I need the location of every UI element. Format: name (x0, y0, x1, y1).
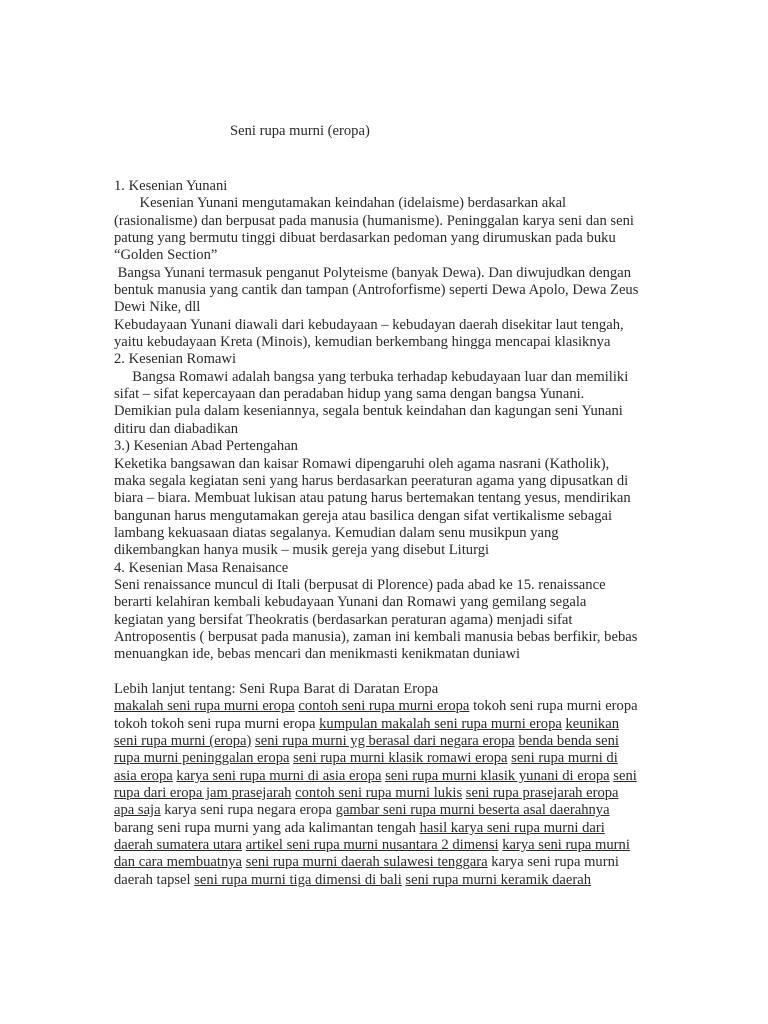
paragraph-line: berarti kelahiran kembali kebudayaan Yunani dan Romawi yang gemilang segala (114, 594, 587, 611)
paragraph-line: Keketika bangsawan dan kaisar Romawi dipengaruhi oleh agama nasrani (Katholik), (114, 455, 610, 472)
link-line (114, 837, 764, 854)
link-line (114, 768, 764, 785)
link-line (114, 872, 764, 889)
link-line (114, 716, 764, 733)
paragraph-line: lambang kekuasaan diatas segalanya. Kemudian dalam senu musikpun yang (114, 524, 559, 541)
related-link[interactable]: gambar seni rupa murni beserta asal daerahnya (335, 802, 610, 819)
paragraph-line: sifat – sifat kepercayaan dan peradaban hidup yang sama dengan bangsa Yunani. (114, 386, 585, 403)
paragraph-line: Bangsa Yunani termasuk penganut Polyteisme (banyak Dewa). Dan diwujudkan dengan (114, 264, 632, 281)
related-link[interactable]: artikel seni rupa murni nusantara 2 dimensi (245, 837, 499, 854)
related-link[interactable]: contoh seni rupa murni eropa (298, 698, 470, 715)
related-link[interactable]: seni rupa murni klasik yunani di eropa (385, 767, 610, 784)
related-link[interactable]: daerah sumatera utara (114, 837, 243, 854)
paragraph-line: kegiatan yang bersifat Theokratis (berdasarkan peraturan agama) menjadi sifat (114, 611, 573, 628)
related-link[interactable]: rupa dari eropa jam prasejarah (114, 785, 292, 802)
related-link[interactable]: contoh seni rupa murni lukis (295, 785, 463, 802)
related-links (114, 698, 764, 889)
related-link[interactable]: rupa murni peninggalan eropa (114, 750, 290, 767)
link-line (114, 698, 764, 715)
related-link[interactable]: hasil karya seni rupa murni dari (419, 819, 605, 836)
sections (114, 178, 764, 664)
related-link[interactable]: seni (613, 767, 637, 784)
related-link[interactable]: seni rupa murni keramik daerah (405, 871, 592, 888)
paragraph-line: Seni renaissance muncul di Itali (berpusat di Plorence) pada abad ke 15. renaissance (114, 576, 606, 593)
plain-text: karya seni rupa murni (487, 854, 619, 871)
section-heading: 2. Kesenian Romawi (114, 351, 236, 368)
related-link[interactable]: seni rupa murni di (511, 750, 618, 767)
related-link[interactable]: apa saja (114, 802, 161, 819)
related-link[interactable]: seni rupa murni klasik romawi eropa (293, 750, 508, 767)
document-body (114, 178, 764, 889)
link-line (114, 750, 764, 767)
plain-text: tokoh tokoh seni rupa murni eropa (114, 715, 320, 732)
paragraph-line: biara – biara. Membuat lukisan atau patung harus bertemakan tentang yesus, mendirikan (114, 490, 631, 507)
link-line (114, 802, 764, 819)
related-link[interactable]: kumpulan makalah seni rupa murni eropa (319, 715, 562, 732)
paragraph-line: patung yang bermutu tinggi dibuat berdasarkan pedoman yang dirumuskan pada buku (114, 230, 616, 247)
paragraph-line: Demikian pula dalam keseniannya, segala bentuk keindahan dan kagungan seni Yunani (114, 403, 623, 420)
plain-text: daerah tapsel (114, 871, 195, 888)
related-link[interactable]: asia eropa (114, 767, 173, 784)
document-title: Seni rupa murni (eropa) (230, 123, 370, 139)
paragraph-line: maka segala kegiatan seni yang harus berdasarkan peeraturan agama yang dipusatkan di (114, 472, 629, 489)
more-heading: Lebih lanjut tentang: Seni Rupa Barat di Daratan Eropa (114, 680, 439, 697)
paragraph-line: Kesenian Yunani mengutamakan keindahan (idelaisme) berdasarkan akal (114, 195, 567, 212)
paragraph-line: dikembangkan hanya musik – musik gereja yang disebut Liturgi (114, 542, 490, 559)
related-link[interactable]: keunikan (565, 715, 619, 732)
link-line (114, 820, 764, 837)
plain-text: tokoh seni rupa murni eropa (469, 698, 638, 715)
related-link[interactable]: seni rupa murni yg berasal dari negara eropa (255, 733, 515, 749)
link-line (114, 854, 764, 871)
paragraph-line: Antroposentis ( berpusat pada manusia), zaman ini kembali manusia bebas berfikir, bebas (114, 628, 638, 645)
blank-line (114, 664, 764, 681)
related-link[interactable]: seni rupa murni tiga dimensi di bali (194, 871, 402, 888)
link-line (114, 733, 764, 750)
related-link[interactable]: seni rupa murni (eropa) (114, 733, 252, 749)
paragraph-line: menuangkan ide, bebas mencari dan menikmasti kenikmatan duniawi (114, 646, 521, 663)
section-heading: 4. Kesenian Masa Renaisance (114, 559, 289, 576)
related-link[interactable]: seni rupa prasejarah eropa (465, 785, 619, 802)
section-heading: 3.) Kesenian Abad Pertengahan (114, 438, 298, 455)
related-link[interactable]: karya seni rupa murni (502, 837, 630, 854)
paragraph-line: “Golden Section” (114, 247, 218, 264)
paragraph-line: Bangsa Romawi adalah bangsa yang terbuka terhadap kebudayaan luar dan memiliki (114, 368, 629, 385)
paragraph-line: (rasionalisme) dan berpusat pada manusia (humanisme). Peninggalan karya seni dan seni (114, 212, 634, 229)
section-heading: 1. Kesenian Yunani (114, 178, 228, 194)
paragraph-line: ditiru dan diabadikan (114, 420, 239, 437)
related-link[interactable]: seni rupa murni daerah sulawesi tenggara (245, 854, 488, 871)
paragraph-line: yaitu kebudayaan Kreta (Minois), kemudian berkembang hingga mencapai klasiknya (114, 334, 611, 351)
related-link[interactable]: karya seni rupa murni di asia eropa (176, 767, 382, 784)
plain-text: barang seni rupa murni yang ada kalimantan tengah (114, 819, 420, 836)
related-link[interactable]: makalah seni rupa murni eropa (114, 698, 295, 715)
related-link[interactable]: benda benda seni (518, 733, 619, 749)
paragraph-line: Kebudayaan Yunani diawali dari kebudayaan – kebudayan daerah disekitar laut tengah, (114, 316, 624, 333)
plain-text: karya seni rupa negara eropa (160, 802, 336, 819)
paragraph-line: bangunan harus mengutamakan gereja atau basilica dengan sifat vertikalisme sebagai (114, 507, 613, 524)
paragraph-line: Dewi Nike, dll (114, 299, 201, 316)
related-link[interactable]: dan cara membuatnya (114, 854, 243, 871)
paragraph-line: bentuk manusia yang cantik dan tampan (Antroforfisme) seperti Dewa Apolo, Dewa Zeus (114, 282, 639, 299)
link-line (114, 785, 764, 802)
